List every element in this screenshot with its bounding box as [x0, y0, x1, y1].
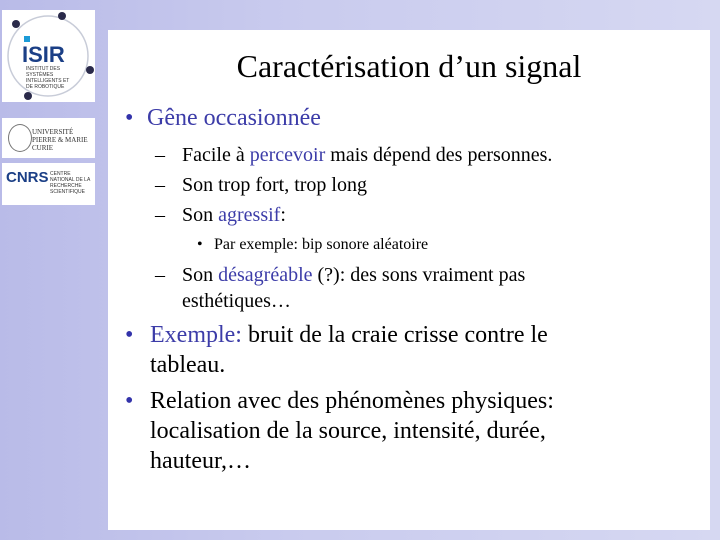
highlight-agressif: agressif: [218, 204, 281, 226]
sub-item-text: mais dépend des personnes.: [325, 144, 553, 166]
upmc-logo-text: UNIVERSITÉ PIERRE & MARIE CURIE: [32, 128, 88, 152]
sub-item-text: Son: [182, 204, 219, 226]
upmc-seal-icon: [8, 124, 32, 152]
highlight-desagreable: désagréable: [218, 264, 313, 286]
sub-item-agressif: [182, 204, 286, 227]
sub-item-desagreable: [182, 264, 525, 287]
dash-marker: –: [155, 204, 165, 226]
sub-item-text: :: [280, 204, 286, 226]
sub-item-facile: [182, 144, 552, 167]
sub-sub-item-exemple-bip: Par exemple: bip sonore aléatoire: [214, 236, 429, 253]
sub-item-text: Facile à: [182, 144, 250, 166]
dash-marker: –: [155, 174, 165, 196]
bullet-relation-physique: Relation avec des phénomènes physiques:: [150, 388, 554, 414]
bullet-marker: •: [125, 322, 134, 348]
dash-marker: –: [155, 144, 165, 166]
logo-column: [0, 0, 100, 540]
isir-logo-subtitle: INSTITUT DES SYSTÈMES INTELLIGENTS ET DE ROBOTIQUE: [26, 66, 70, 90]
cnrs-logo-subtitle: CENTRE NATIONAL DE LA RECHERCHE SCIENTIFIQUE: [50, 171, 91, 195]
slide-title: Caractérisation d’un signal: [236, 48, 582, 84]
bullet-gene-occasionnee: Gêne occasionnée: [147, 105, 321, 131]
highlight-exemple: Exemple:: [150, 322, 242, 348]
bullet-relation-physique-continued: hauteur,…: [150, 448, 252, 474]
isir-logo-text: ISIR: [22, 42, 65, 67]
bullet-exemple-craie: [150, 322, 548, 349]
bullet-marker: •: [125, 105, 134, 131]
cnrs-logo-text: CNRS: [6, 169, 49, 186]
isir-logo: [2, 10, 95, 102]
cnrs-logo: [2, 163, 95, 205]
sub-item-desagreable-continued: esthétiques…: [182, 290, 291, 312]
highlight-percevoir: percevoir: [249, 144, 326, 166]
bullet-text: bruit de la craie crisse contre le: [241, 322, 548, 348]
sub-item-text: (?): des sons vraiment pas: [312, 264, 526, 286]
dash-marker: –: [155, 264, 165, 286]
bullet-marker: •: [197, 236, 203, 253]
sub-item-trop-fort: Son trop fort, trop long: [182, 174, 367, 196]
bullet-marker: •: [125, 388, 134, 414]
bullet-exemple-craie-continued: tableau.: [150, 352, 226, 378]
sub-item-text: Son: [182, 264, 219, 286]
upmc-logo: [2, 118, 95, 158]
bullet-relation-physique-continued: localisation de la source, intensité, durée,: [150, 418, 546, 444]
